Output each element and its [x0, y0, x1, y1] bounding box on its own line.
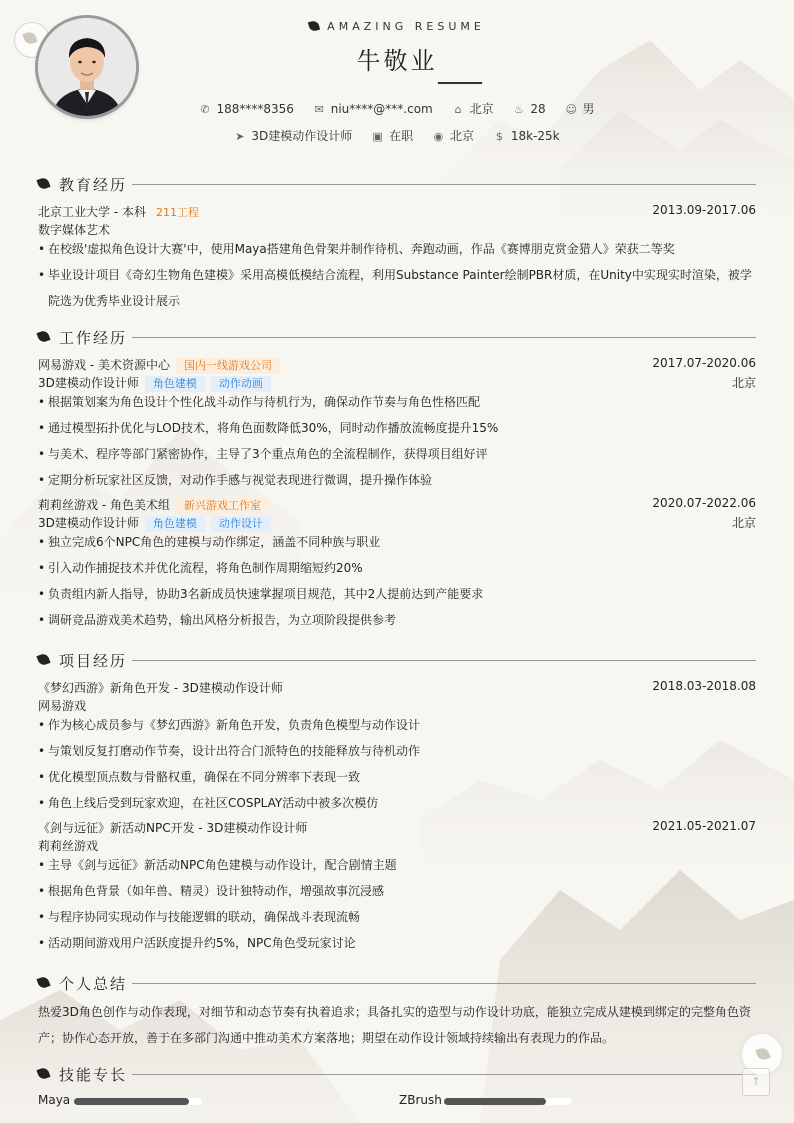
section-divider: [132, 184, 756, 185]
email-icon: ✉: [314, 103, 324, 116]
bullet-text: • 调研竞品游戏美术趋势，输出风格分析报告，为立项阶段提供参考: [48, 613, 397, 627]
list-item: [38, 904, 756, 930]
company-name: 网易游戏 - 美术资源中心: [38, 358, 170, 372]
skill-tag: 角色建模: [145, 516, 205, 532]
project-date: 2018.03-2018.08: [652, 679, 756, 693]
bullet-text: • 优化模型顶点数与骨骼权重，确保在不同分辨率下表现一致: [48, 770, 361, 784]
list-item: [38, 389, 756, 415]
section-divider: [132, 1074, 756, 1075]
role-title: 3D建模动作设计师: [38, 516, 139, 530]
contact-row: [0, 100, 794, 117]
status-item: [372, 127, 413, 144]
email-item: [314, 102, 433, 116]
gender-icon: ☺: [565, 103, 577, 116]
list-item: [38, 852, 756, 878]
job-title-item: [234, 127, 352, 144]
bullet-text: • 角色上线后受到玩家欢迎，在社区COSPLAY活动中被多次模仿: [48, 796, 379, 810]
email-text: niu****@***.com: [330, 102, 433, 116]
skill-tag: 动作设计: [211, 516, 271, 532]
list-item: [38, 262, 756, 314]
bullet-text: • 引入动作捕捉技术并优化流程，将角色制作周期缩短约20%: [48, 561, 363, 575]
section-title: 项目经历: [59, 652, 128, 670]
project-company-text: 网易游戏: [38, 699, 87, 713]
skill-zbrush: [399, 1093, 579, 1109]
salary-text: 18k-25k: [510, 129, 560, 143]
section-skills: [38, 1064, 756, 1084]
city-item: [433, 127, 474, 144]
cake-icon: ♨: [513, 103, 524, 116]
hometown-item: [453, 100, 494, 117]
list-item: [38, 712, 756, 738]
tagline-text: AMAZING RESUME: [327, 20, 485, 33]
summary-text: 热爱3D角色创作与动作表现，对细节和动态节奏有执着追求；具备扎实的造型与动作设计功底，能独立完成从建模到绑定的完整角色资产；协作心态开放，善于在多部门沟通中推动美术方案落地；期望在动作设计领域持续输出有表现力的作品。: [38, 1005, 751, 1045]
company-tag: 国内一线游戏公司: [176, 358, 280, 374]
skill-bar-fill: [74, 1098, 189, 1105]
section-work: [38, 327, 756, 347]
section-education: [38, 174, 756, 194]
gender-text: 男: [582, 102, 595, 116]
bullet-text: • 毕业设计项目《奇幻生物角色建模》采用高模低模结合流程，利用Substance Painter绘制PBR材质，在Unity中实现实时渲染，被学院选为优秀毕业设计展示: [48, 268, 752, 308]
bullet-text: • 根据策划案为角色设计个性化战斗动作与待机行为，确保动作节奏与角色性格匹配: [48, 395, 481, 409]
location-icon: ◉: [433, 130, 444, 143]
briefcase-icon: ▣: [372, 130, 383, 143]
home-icon: ⌂: [454, 103, 462, 116]
job-intent-row: [0, 127, 794, 144]
list-item: [38, 607, 756, 633]
list-item: [38, 930, 756, 956]
name-underline: [438, 82, 482, 84]
list-item: [38, 529, 756, 555]
project-title: 《梦幻西游》新角色开发 - 3D建模动作设计师: [38, 681, 283, 695]
bullet-text: • 与美术、程序等部门紧密协作，主导了3个重点角色的全流程制作，获得项目组好评: [48, 447, 488, 461]
company-name: 莉莉丝游戏 - 角色美术组: [38, 498, 170, 512]
list-item: [38, 790, 756, 816]
list-item: [38, 764, 756, 790]
school-tag: 211工程: [155, 206, 199, 219]
tagline: [0, 20, 794, 33]
city-text: 北京: [449, 129, 474, 143]
education-date: 2013.09-2017.06: [652, 203, 756, 217]
leaf-icon: [36, 975, 50, 989]
hometown-text: 北京: [469, 102, 494, 116]
salary-icon: $: [495, 130, 503, 143]
work-header: [38, 356, 756, 374]
project-date: 2021.05-2021.07: [652, 819, 756, 833]
list-item: [38, 555, 756, 581]
bullet-text: • 负责组内新人指导，协助3名新成员快速掌握项目规范，其中2人提前达到产能要求: [48, 587, 484, 601]
list-item: [38, 441, 756, 467]
work-location: 北京: [731, 516, 756, 530]
back-to-top-button[interactable]: ↑: [742, 1068, 770, 1096]
bullet-text: • 通过模型拓扑优化与LOD技术，将角色面数降低30%，同时动作播放流畅度提升15%: [48, 421, 499, 435]
phone-item: [199, 102, 293, 116]
section-title: 教育经历: [59, 176, 128, 194]
skill-bar-fill: [444, 1098, 546, 1105]
section-divider: [132, 660, 756, 661]
leaf-icon: [36, 329, 50, 343]
bullet-text: • 与策划反复打磨动作节奏，设计出符合门派特色的技能释放与待机动作: [48, 744, 421, 758]
bullet-text: • 与程序协同实现动作与技能逻辑的联动，确保战斗表现流畅: [48, 910, 361, 924]
bullet-text: • 定期分析玩家社区反馈，对动作手感与视觉表现进行微调，提升操作体验: [48, 473, 433, 487]
bullet-text: • 主导《剑与远征》新活动NPC角色建模与动作设计，配合剧情主题: [48, 858, 397, 872]
school-name: 北京工业大学 - 本科: [38, 205, 146, 219]
project-header: [38, 819, 756, 837]
phone-icon: ✆: [200, 103, 210, 116]
candidate-name: 牛敬业: [356, 47, 438, 75]
section-divider: [132, 337, 756, 338]
leaf-icon: [36, 176, 50, 190]
major-text: 数字媒体艺术: [38, 223, 111, 237]
project-title: 《剑与远征》新活动NPC开发 - 3D建模动作设计师: [38, 821, 308, 835]
list-item: [38, 581, 756, 607]
company-tag: 新兴游戏工作室: [176, 498, 269, 514]
leaf-icon: [36, 652, 50, 666]
bullet-text: • 活动期间游戏用户活跃度提升约5%，NPC角色受玩家讨论: [48, 936, 356, 950]
section-title: 个人总结: [59, 975, 128, 993]
work-location: 北京: [731, 376, 756, 390]
phone-text: 188****8356: [216, 102, 294, 116]
list-item: [38, 415, 756, 441]
section-divider: [132, 983, 756, 984]
gender-item: [566, 100, 595, 117]
leaf-icon: [755, 1046, 770, 1061]
skill-name: ZBrush: [399, 1093, 442, 1107]
education-header: [38, 203, 756, 221]
list-item: [38, 236, 756, 262]
bullet-text: • 作为核心成员参与《梦幻西游》新角色开发，负责角色模型与动作设计: [48, 718, 421, 732]
age-item: [513, 102, 545, 116]
work-date: 2020.07-2022.06: [652, 496, 756, 510]
list-item: [38, 738, 756, 764]
list-item: [38, 467, 756, 493]
skill-maya: [38, 1093, 208, 1109]
skill-tag: 角色建模: [145, 376, 205, 392]
salary-item: [494, 129, 560, 143]
section-title: 技能专长: [59, 1066, 128, 1084]
bullet-text: • 独立完成6个NPC角色的建模与动作绑定，涵盖不同种族与职业: [48, 535, 381, 549]
skill-name: Maya: [38, 1093, 71, 1107]
skill-tag: 动作动画: [211, 376, 271, 392]
work-header: [38, 496, 756, 514]
role-title: 3D建模动作设计师: [38, 376, 139, 390]
list-item: [38, 878, 756, 904]
bullet-text: • 根据角色背景（如年兽、精灵）设计独特动作，增强故事沉浸感: [48, 884, 385, 898]
project-header: [38, 679, 756, 697]
section-projects: [38, 650, 756, 670]
status-text: 在职: [389, 129, 414, 143]
job-title-text: 3D建模动作设计师: [251, 129, 353, 143]
leaf-icon: [308, 20, 320, 32]
send-icon: ➤: [235, 130, 245, 143]
project-company-text: 莉莉丝游戏: [38, 839, 99, 853]
skill-bar: [74, 1098, 202, 1105]
age-text: 28: [530, 102, 546, 116]
work-date: 2017.07-2020.06: [652, 356, 756, 370]
skill-bar: [444, 1098, 572, 1105]
leaf-icon: [36, 1066, 50, 1080]
section-title: 工作经历: [59, 329, 128, 347]
bullet-text: • 在校级'虚拟角色设计大赛'中，使用Maya搭建角色骨架并制作待机、奔跑动画，作品《赛博朋克赏金猎人》荣获二等奖: [48, 242, 675, 256]
section-summary: [38, 973, 756, 993]
